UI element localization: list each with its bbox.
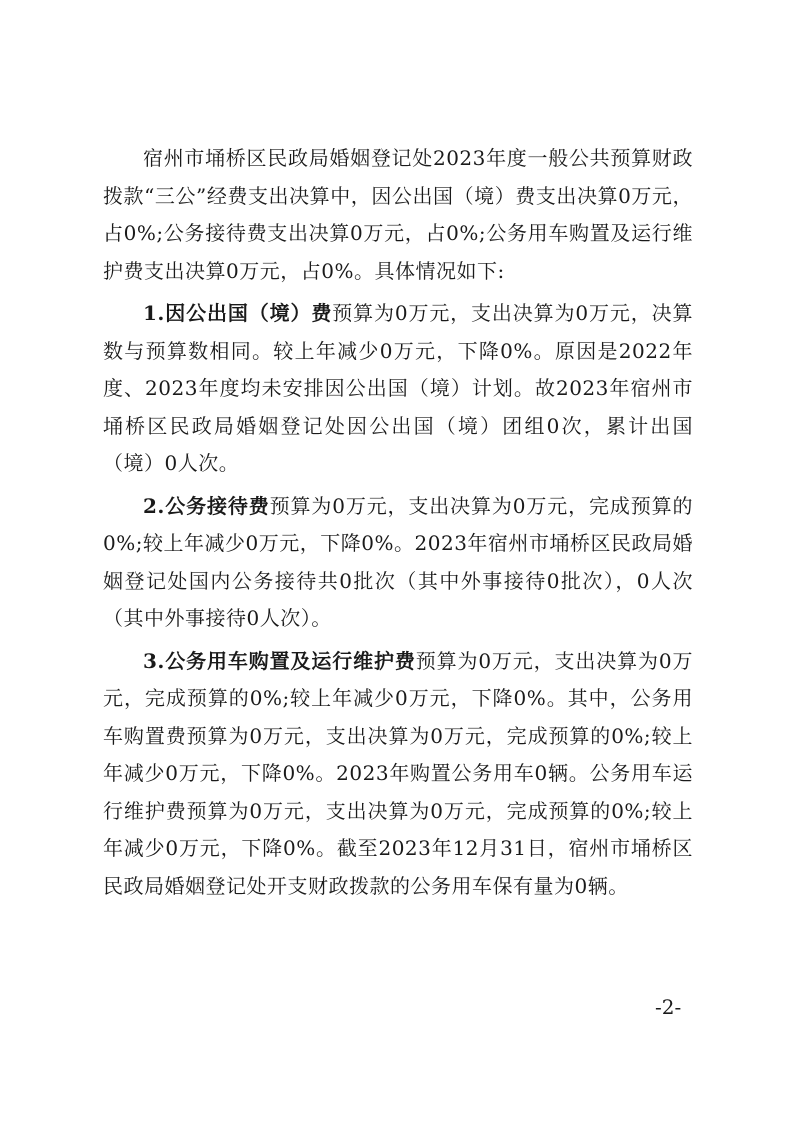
section-text-official-vehicles: 预算为0万元，支出决算为0万元，完成预算的0%;较上年减少0万元，下降0%。其中，公务用车购置费预算为0万元，支出决算为0万元，完成预算的0%;较上年减少0万元，下降0%。2023年购置公务用车0辆。公务用车运行维护费预算为0万元，支出决算为0万元，完成预算的0%;较上年减少0万元，下降0%。截至2023年12月31日，宿州市埇桥区民政局婚姻登记处开支财政拨款的公务用车保有量为0辆。 <box>103 648 693 898</box>
section-text-overseas-travel: 预算为0万元，支出决算为0万元，决算数与预算数相同。较上年减少0万元，下降0%。原因是2022年度、2023年度均未安排因公出国（境）计划。故2023年宿州市埇桥区民政局婚姻登记处因公出国（境）团组0次，累计出国（境）0人次。 <box>103 301 693 475</box>
page-number: -2- <box>655 995 682 1019</box>
section-heading-overseas-travel: 1.因公出国（境）费 <box>143 301 333 325</box>
section-heading-official-vehicles: 3.公务用车购置及运行维护费 <box>143 648 416 673</box>
intro-paragraph: 宿州市埇桥区民政局婚姻登记处2023年度一般公共预算财政拨款“三公”经费支出决算中，因公出国（境）费支出决算0万元，占0%;公务接待费支出决算0万元，占0%;公务用车购置及运行维护费支出决算0万元，占0%。具体情况如下: <box>103 146 693 283</box>
section-official-reception <box>103 488 693 638</box>
document-body <box>103 140 693 905</box>
section-overseas-travel <box>103 295 693 483</box>
section-official-vehicles <box>103 643 693 906</box>
section-heading-official-reception: 2.公务接待费 <box>143 493 270 518</box>
section-text-official-reception: 预算为0万元，支出决算为0万元，完成预算的0%;较上年减少0万元，下降0%。2023年宿州市埇桥区民政局婚姻登记处国内公务接待共0批次（其中外事接待0批次），0人次（其中外事接待0人次）。 <box>103 493 693 630</box>
